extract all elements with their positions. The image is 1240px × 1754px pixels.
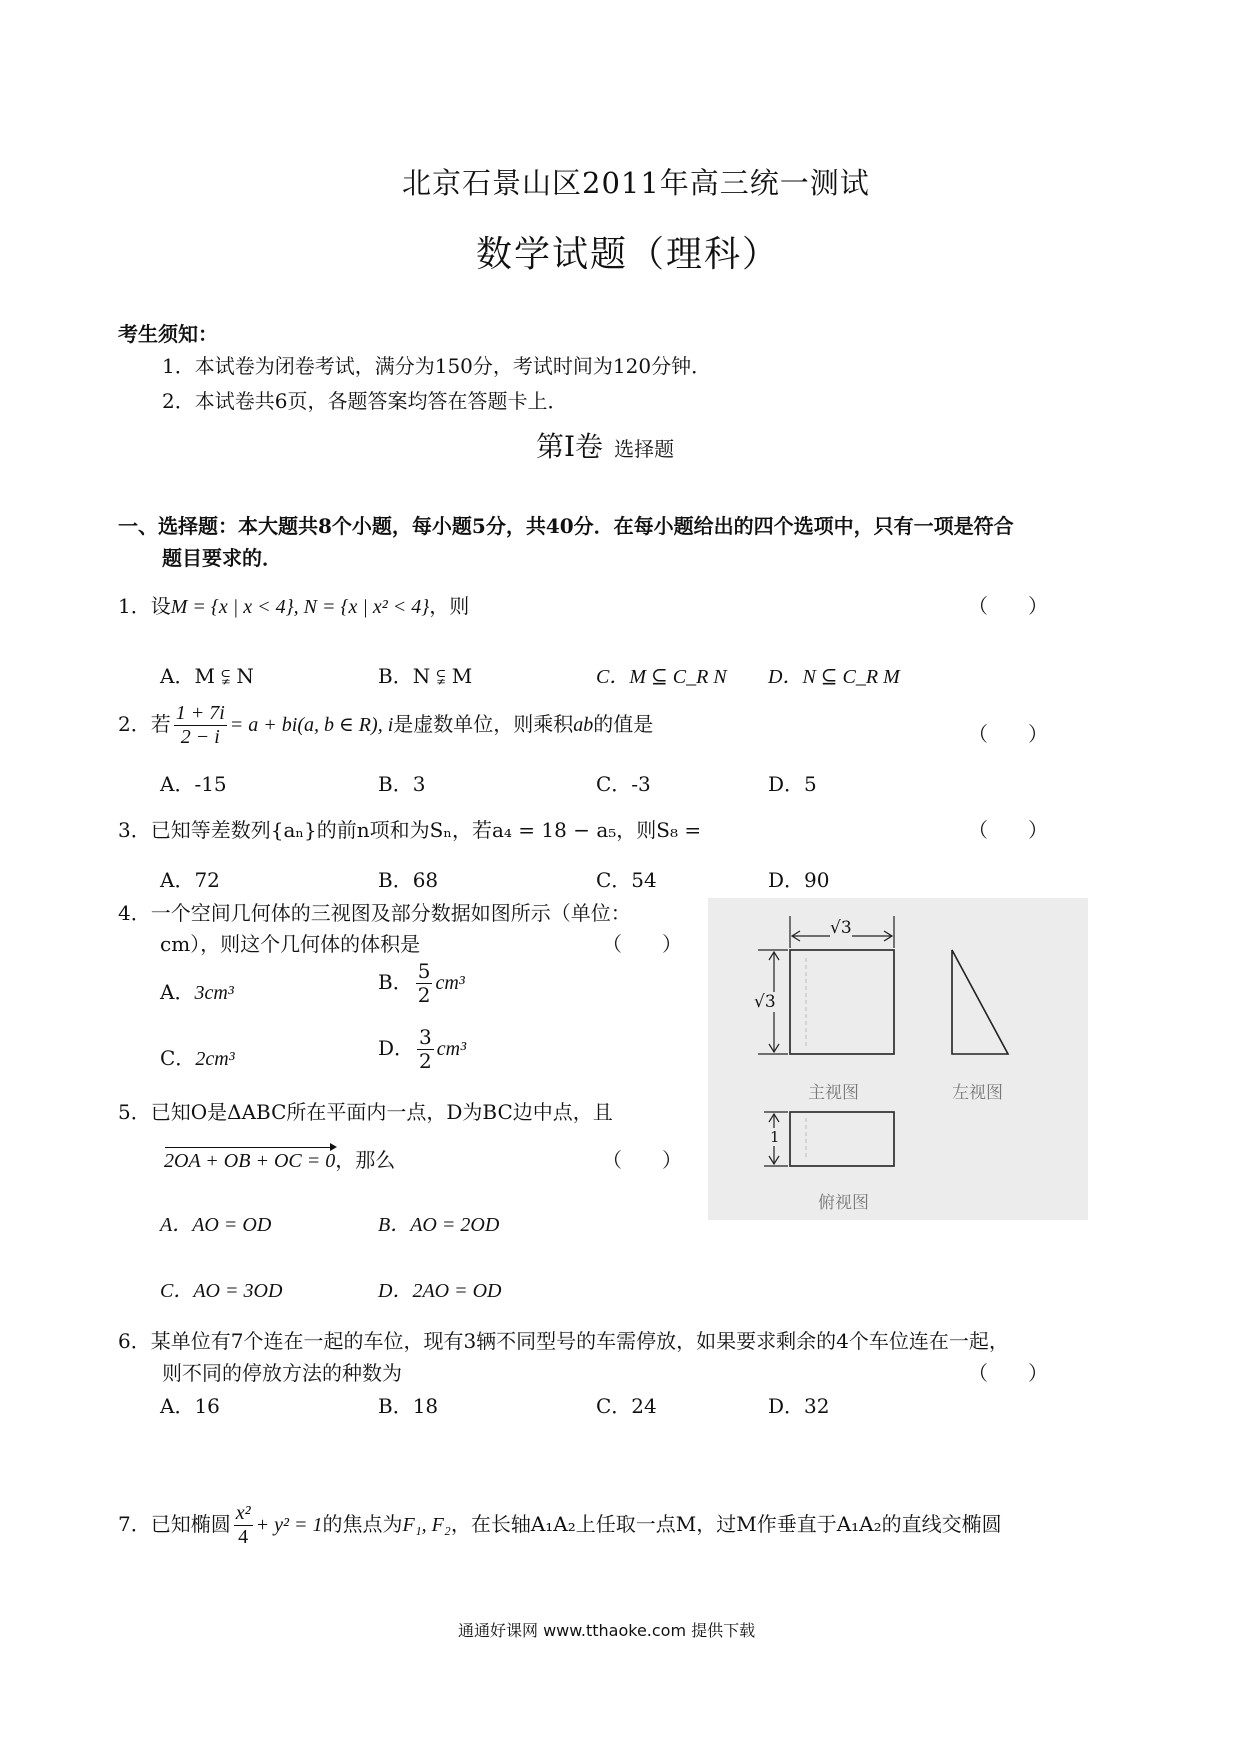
- fraction-denominator: 2: [419, 1049, 432, 1073]
- fraction-denominator: 2: [417, 983, 431, 1007]
- option-value: 3cm³: [194, 982, 234, 1004]
- option-d: D．32: [768, 1394, 830, 1418]
- question-number: 3．: [118, 818, 151, 842]
- dim-top-label: 1: [770, 1128, 780, 1146]
- option-label: A．: [160, 980, 195, 1004]
- option-d: [378, 1026, 466, 1073]
- option-unit: cm³: [435, 972, 465, 994]
- option-label: D．: [378, 1036, 415, 1060]
- option-a: A．AO = OD: [160, 1214, 272, 1236]
- option-d: D．5: [768, 772, 817, 796]
- option-d: D．N ⊆ C_R M: [768, 666, 900, 688]
- question-text: 的值是: [593, 712, 654, 736]
- question-5: [118, 1096, 613, 1125]
- question-text: 一个空间几何体的三视图及部分数据如图所示（单位：: [150, 901, 631, 925]
- option-a: A．72: [160, 868, 220, 892]
- option-a: A．-15: [160, 772, 227, 796]
- question-number: 1．: [118, 594, 151, 618]
- question-text: ，那么: [335, 1148, 396, 1172]
- front-view-label: 主视图: [808, 1083, 859, 1103]
- question-number: 2．: [118, 712, 151, 736]
- question-text: 已知O是ΔABC所在平面内一点，D为BC边中点，且: [150, 1100, 613, 1124]
- fraction-denominator: 2 − i: [180, 726, 220, 748]
- question-7: [118, 1502, 1002, 1549]
- option-b: B．AO = 2OD: [378, 1214, 500, 1236]
- question-math: M = {x | x < 4}, N = {x | x² < 4}: [170, 596, 430, 618]
- section-title: [536, 425, 674, 465]
- question-math: + y² = 1: [255, 1514, 323, 1536]
- section-instructions-cont: 题目要求的．: [162, 546, 282, 570]
- vector-equation: 2OA + OB + OC = 0: [164, 1150, 336, 1172]
- option-label: C．: [160, 1046, 196, 1070]
- option-b: B．18: [378, 1394, 439, 1418]
- question-3: [118, 814, 701, 843]
- question-text: 的焦点为: [322, 1512, 403, 1536]
- option-b: B．3: [378, 772, 426, 796]
- question-4-cont: cm），则这个几何体的体积是: [160, 932, 421, 956]
- question-4: [118, 897, 631, 926]
- option-c: C．M ⊆ C_R N: [596, 666, 727, 688]
- exam-subtitle: 数学试题（理科）: [476, 234, 781, 275]
- dim-height-label: √3: [754, 992, 776, 1012]
- option-b: B．N ⫋ M: [378, 664, 473, 688]
- option-a: [160, 976, 234, 1005]
- question-text: ，在长轴A₁A₂上任取一点M，过M作垂直于A₁A₂的直线交椭圆: [450, 1512, 1002, 1536]
- option-a: A．16: [160, 1394, 220, 1418]
- notice-item-1: 1．本试卷为闭卷考试，满分为150分，考试时间为120分钟．: [162, 354, 712, 378]
- dim-width-label: √3: [830, 918, 852, 938]
- answer-bracket: （ ）: [602, 1148, 682, 1172]
- option-c: C．AO = 3OD: [160, 1280, 283, 1302]
- three-view-diagram: [708, 898, 1088, 1220]
- option-c: [160, 1042, 235, 1071]
- fraction-numerator: x²: [235, 1502, 251, 1524]
- page-footer: 通通好课网 www.tthaoke.com 提供下载: [458, 1621, 756, 1640]
- answer-bracket: （ ）: [602, 932, 682, 956]
- question-2: [118, 702, 653, 749]
- answer-bracket: （ ）: [968, 1361, 1048, 1385]
- option-fraction: [416, 960, 433, 1007]
- question-number: 5．: [118, 1100, 151, 1124]
- question-math: ab: [573, 714, 594, 736]
- question-text: 已知等差数列{aₙ}的前n项和为Sₙ，若a₄ = 18 − a₅，则S₈ =: [150, 818, 702, 842]
- question-6-cont: 则不同的停放方法的种数为: [162, 1361, 402, 1385]
- question-text: 已知椭圆: [150, 1512, 231, 1536]
- answer-bracket: （ ）: [968, 722, 1048, 746]
- side-view-label: 左视图: [952, 1083, 1003, 1103]
- option-b: B．68: [378, 868, 439, 892]
- question-number: 4．: [118, 901, 151, 925]
- fraction-numerator: 1 + 7i: [175, 702, 225, 724]
- question-5-cont: [164, 1144, 395, 1173]
- fraction-numerator: 3: [419, 1025, 432, 1049]
- question-text: 是虚数单位，则乘积: [393, 712, 574, 736]
- option-a: A．M ⫋ N: [160, 664, 254, 688]
- question-1: [118, 590, 469, 619]
- question-number: 7．: [118, 1512, 151, 1536]
- question-text: ，则: [429, 594, 470, 618]
- question-text: 某单位有7个连在一起的车位，现有3辆不同型号的车需停放，如果要求剩余的4个车位连在一起，: [150, 1329, 1009, 1353]
- option-c: C．24: [596, 1394, 657, 1418]
- notice-item-2: 2．本试卷共6页，各题答案均答在答题卡上．: [162, 389, 568, 413]
- option-unit: cm³: [436, 1038, 467, 1060]
- answer-bracket: （ ）: [968, 818, 1048, 842]
- section-title-main: 第Ⅰ卷: [536, 430, 604, 463]
- answer-bracket: （ ）: [968, 594, 1048, 618]
- option-label: B．: [378, 970, 413, 994]
- notice-heading: 考生须知：: [118, 322, 218, 346]
- question-text: 设: [150, 594, 171, 618]
- option-c: C．54: [596, 868, 657, 892]
- question-fraction: [234, 1502, 253, 1549]
- option-b: [378, 960, 465, 1007]
- side-view-triangle: [952, 950, 1008, 1054]
- fraction-denominator: 4: [238, 1526, 249, 1548]
- top-view-label: 俯视图: [818, 1193, 869, 1213]
- section-title-sub: 选择题: [614, 437, 675, 461]
- fraction-numerator: 5: [417, 959, 431, 983]
- question-math: F₁, F₂: [402, 1514, 451, 1536]
- three-view-figure: [708, 898, 1088, 1220]
- exam-title: 北京石景山区2011年高三统一测试: [402, 166, 870, 200]
- option-c: C．-3: [596, 772, 651, 796]
- question-6: [118, 1325, 1009, 1354]
- question-number: 6．: [118, 1329, 151, 1353]
- question-math: = a + bi(a, b ∈ R), i: [229, 714, 394, 736]
- question-fraction: [174, 702, 227, 749]
- option-d: D．90: [768, 868, 830, 892]
- option-d: D．2AO = OD: [378, 1280, 502, 1302]
- option-value: 2cm³: [195, 1048, 235, 1070]
- section-instructions: 一、选择题：本大题共8个小题，每小题5分，共40分．在每小题给出的四个选项中，只有一项是符合: [118, 514, 1014, 538]
- question-text: 若: [150, 712, 171, 736]
- option-fraction: [417, 1026, 434, 1073]
